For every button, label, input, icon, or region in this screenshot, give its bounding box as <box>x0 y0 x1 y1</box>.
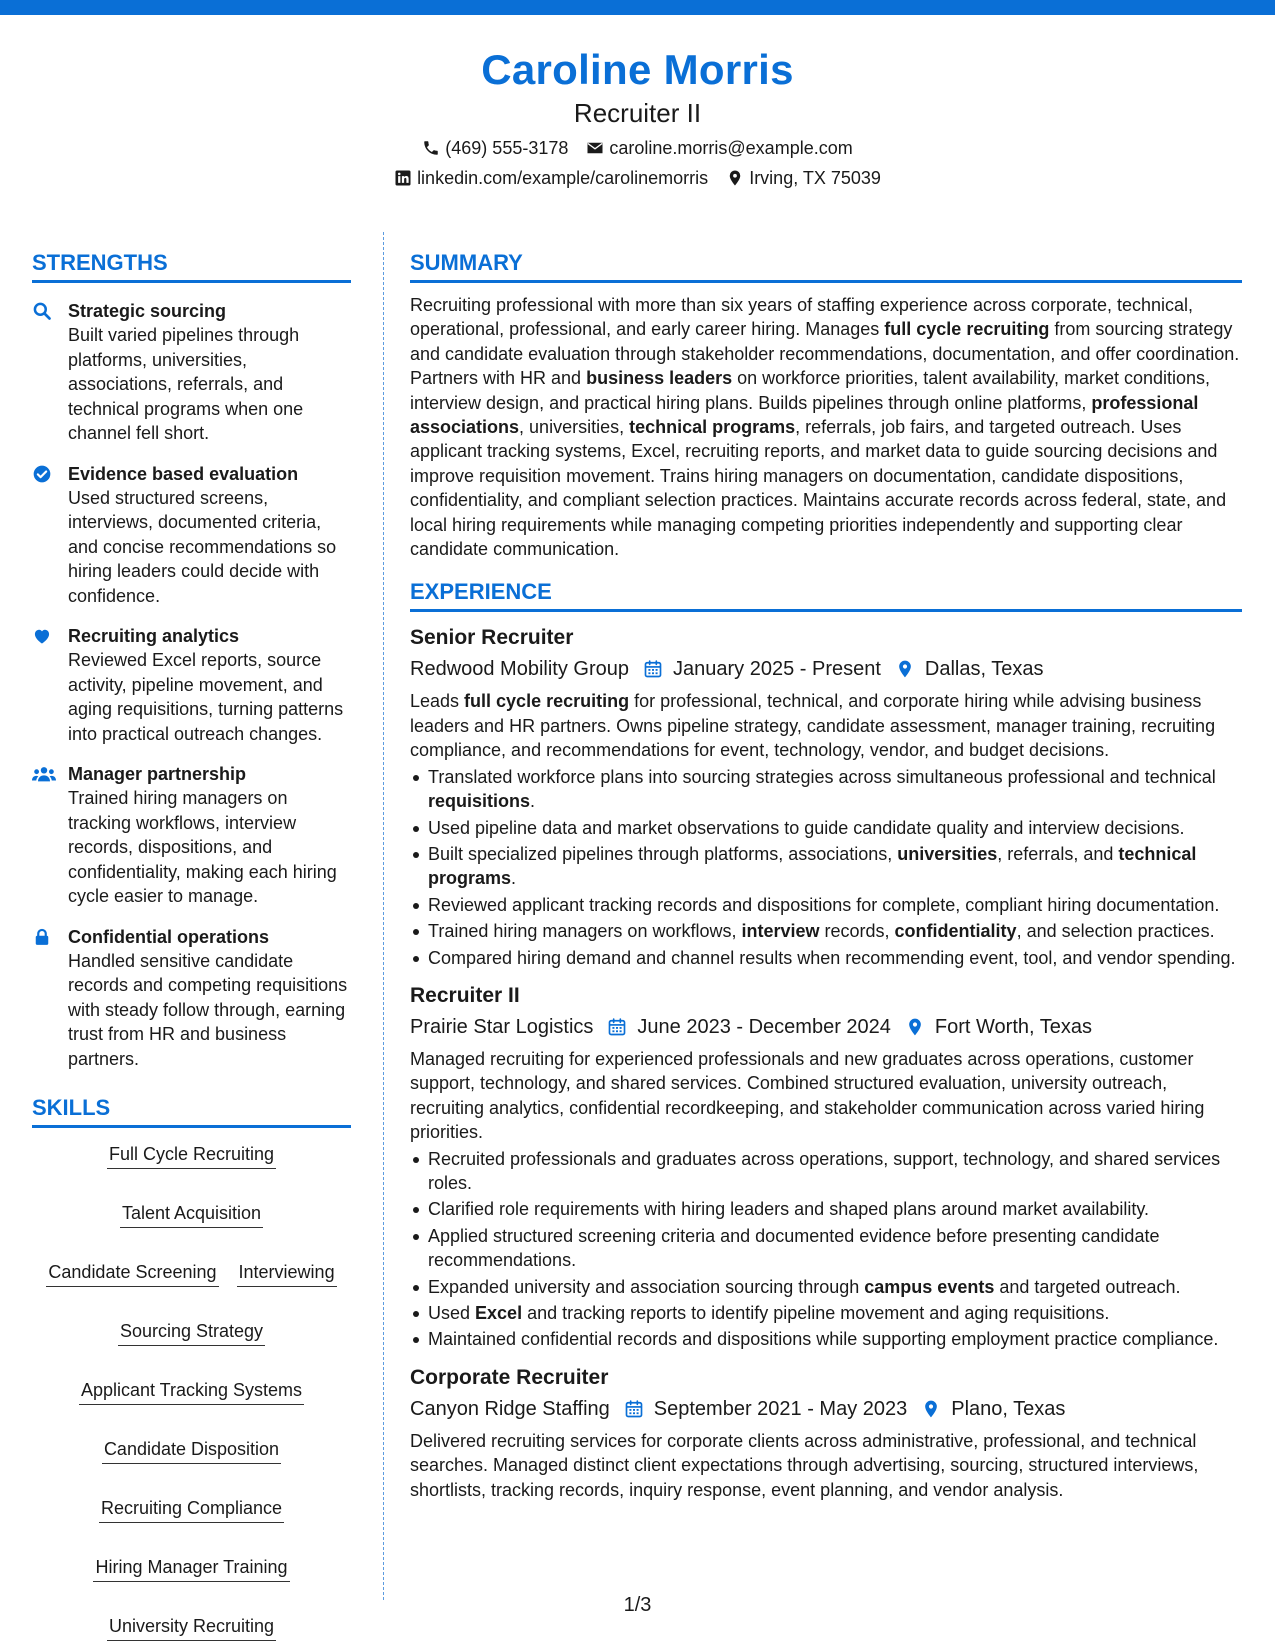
strength-item <box>32 624 351 746</box>
job-meta <box>410 655 1242 683</box>
phone-icon <box>422 139 440 157</box>
calendar-icon <box>643 659 663 679</box>
skill-tag: Hiring Manager Training <box>93 1555 289 1582</box>
heart-icon <box>32 626 52 646</box>
location-contact <box>726 166 881 190</box>
job-entry <box>410 624 1242 969</box>
job-entry <box>410 1364 1242 1502</box>
calendar-icon <box>607 1017 627 1037</box>
job-description: Delivered recruiting services for corporate clients across administrative, professional, and technical searches. Managed distinct client expectations through advertising, sourcing, structured interviews, shortlists, tracking records, inquiry response, event planning, and vendor analysis. <box>410 1430 1199 1500</box>
top-accent-bar <box>0 0 1275 15</box>
job-entry <box>410 982 1242 1352</box>
job-title: Recruiter II <box>410 983 520 1007</box>
strength-item <box>32 762 351 909</box>
map-pin-icon <box>905 1017 925 1037</box>
strength-item <box>32 925 351 1072</box>
skill-tag: Sourcing Strategy <box>118 1319 265 1346</box>
strength-title: Strategic sourcing <box>68 301 227 321</box>
job-bullet: Translated workforce plans into sourcing strategies across simultaneous professional and technical requisitions. <box>410 765 1242 814</box>
map-pin-icon <box>726 169 744 187</box>
job-meta <box>410 1013 1242 1041</box>
skill-tag: Candidate Disposition <box>102 1437 281 1464</box>
job-dates: June 2023 - December 2024 <box>637 1015 891 1038</box>
strength-desc: Handled sensitive candidate records and competing requisitions with steady follow through, earning trust from HR and business partners. <box>68 950 348 1069</box>
right-column <box>410 250 1242 1504</box>
summary-heading: SUMMARY <box>410 250 1242 283</box>
linkedin-contact[interactable] <box>394 166 708 190</box>
candidate-name: Caroline Morris <box>481 46 794 93</box>
email-contact[interactable] <box>586 136 852 160</box>
job-bullet: Expanded university and association sourcing through campus events and targeted outreach. <box>410 1275 1242 1299</box>
job-title: Corporate Recruiter <box>410 1365 609 1389</box>
job-bullet: Used Excel and tracking reports to identify pipeline movement and aging requisitions. <box>410 1301 1242 1325</box>
contact-row-2 <box>0 166 1275 190</box>
strength-desc: Used structured screens, interviews, documented criteria, and concise recommendations so hiring leaders could decide with confidence. <box>68 487 337 606</box>
job-bullet: Recruited professionals and graduates across operations, support, technology, and shared services roles. <box>410 1147 1242 1196</box>
job-description: Leads full cycle recruiting for professional, technical, and corporate hiring while advising business leaders and HR partners. Owns pipeline strategy, candidate assessment, manager training, recruiting compliance, and recommendations for event, technology, vendor, and budget decisions. <box>410 691 1216 761</box>
job-bullet: Clarified role requirements with hiring leaders and shaped plans around market availability. <box>410 1197 1242 1221</box>
job-bullets <box>410 765 1242 970</box>
contact-row-1 <box>0 136 1275 160</box>
email-text: caroline.morris@example.com <box>609 138 853 158</box>
strength-desc: Reviewed Excel reports, source activity, pipeline movement, and aging requisitions, turning patterns into practical outreach changes. <box>68 650 344 744</box>
lock-icon <box>32 927 52 947</box>
strength-desc: Built varied pipelines through platforms, universities, associations, referrals, and technical programs when one channel fell short. <box>68 325 304 443</box>
search-icon <box>32 301 52 321</box>
summary-text: Recruiting professional with more than six years of staffing experience across corporate, technical, operational, professional, and early career hiring. Manages full cycle recruiting from sourcing strategy and candidate evaluation through stakeholder recommendations, documentation, and offer coordination. Partners with HR and business leaders on workforce priorities, talent availability, market conditions, interview design, and practical hiring plans. Builds pipelines through online platforms, professional associations, universities, technical programs, referrals, job fairs, and targeted outreach. Uses applicant tracking systems, Excel, recruiting reports, and market data to guide sourcing decisions and improve requisition movement. Trains hiring managers on documentation, candidate dispositions, confidentiality, and compliant selection practices. Maintains accurate records across federal, state, and local hiring requirements while managing competing priorities independently and supporting clear candidate communication. <box>410 295 1240 560</box>
page-number: 1/3 <box>623 1594 652 1616</box>
experience-list <box>410 624 1242 1502</box>
strength-title: Confidential operations <box>68 926 270 947</box>
job-title: Senior Recruiter <box>410 626 574 650</box>
job-meta <box>410 1395 1242 1423</box>
job-location: Plano, Texas <box>951 1397 1066 1420</box>
linkedin-icon <box>394 169 412 187</box>
job-location: Fort Worth, Texas <box>934 1015 1092 1038</box>
skill-tag: Recruiting Compliance <box>99 1496 284 1523</box>
skill-tag: Talent Acquisition <box>120 1201 263 1228</box>
calendar-icon <box>624 1399 644 1419</box>
job-bullet: Trained hiring managers on workflows, interview records, confidentiality, and selection practices. <box>410 919 1242 943</box>
job-company: Prairie Star Logistics <box>410 1015 594 1038</box>
job-bullets <box>410 1147 1242 1352</box>
experience-heading: EXPERIENCE <box>410 579 1242 612</box>
job-description: Managed recruiting for experienced professionals and new graduates across operations, customer support, technology, and shared services. Combined structured evaluation, university outreach, recruiting analytics, confidential recordkeeping, and stakeholder communication across varied hiring priorities. <box>410 1048 1205 1143</box>
envelope-icon <box>586 139 604 157</box>
strength-item <box>32 299 351 446</box>
resume-header <box>0 44 1275 190</box>
column-divider <box>383 232 384 1600</box>
job-bullet: Maintained confidential records and dispositions while supporting employment practice compliance. <box>410 1327 1242 1351</box>
job-company: Redwood Mobility Group <box>410 658 629 681</box>
job-bullet: Built specialized pipelines through platforms, associations, universities, referrals, and technical programs. <box>410 842 1242 891</box>
strength-title: Evidence based evaluation <box>68 463 299 484</box>
skill-tag: Candidate Screening <box>46 1260 218 1287</box>
users-icon <box>32 764 56 784</box>
strength-item <box>32 462 351 609</box>
job-bullet: Reviewed applicant tracking records and dispositions for complete, compliant hiring documentation. <box>410 893 1242 917</box>
left-column <box>32 250 351 1641</box>
linkedin-text: linkedin.com/example/carolinemorris <box>417 168 709 188</box>
phone-text: (469) 555-3178 <box>445 138 569 158</box>
skills-heading: SKILLS <box>32 1095 351 1128</box>
map-pin-icon <box>921 1399 941 1419</box>
strength-title: Manager partnership <box>68 764 247 784</box>
skill-tag: Full Cycle Recruiting <box>107 1142 276 1169</box>
job-bullet: Applied structured screening criteria and documented evidence before presenting candidate recommendations. <box>410 1224 1242 1273</box>
phone-contact[interactable] <box>422 136 568 160</box>
job-dates: January 2025 - Present <box>673 658 881 681</box>
location-text: Irving, TX 75039 <box>749 168 881 188</box>
strengths-heading: STRENGTHS <box>32 250 351 283</box>
map-pin-icon <box>895 659 915 679</box>
skill-tag: Interviewing <box>237 1260 337 1287</box>
skill-tag: University Recruiting <box>107 1614 276 1641</box>
skill-tag: Applicant Tracking Systems <box>79 1378 304 1405</box>
job-bullet: Compared hiring demand and channel results when recommending event, tool, and vendor spending. <box>410 946 1242 970</box>
strength-desc: Trained hiring managers on tracking workflows, interview records, dispositions, and confidentiality, making each hiring cycle easier to manage. <box>68 788 337 906</box>
skills-list <box>32 1142 351 1641</box>
strength-title: Recruiting analytics <box>68 626 240 646</box>
candidate-role: Recruiter II <box>573 98 702 128</box>
job-location: Dallas, Texas <box>924 658 1044 681</box>
job-company: Canyon Ridge Staffing <box>410 1397 610 1420</box>
job-dates: September 2021 - May 2023 <box>653 1397 908 1420</box>
check-circle-icon <box>32 464 52 484</box>
job-bullet: Used pipeline data and market observations to guide candidate quality and interview decisions. <box>410 816 1242 840</box>
